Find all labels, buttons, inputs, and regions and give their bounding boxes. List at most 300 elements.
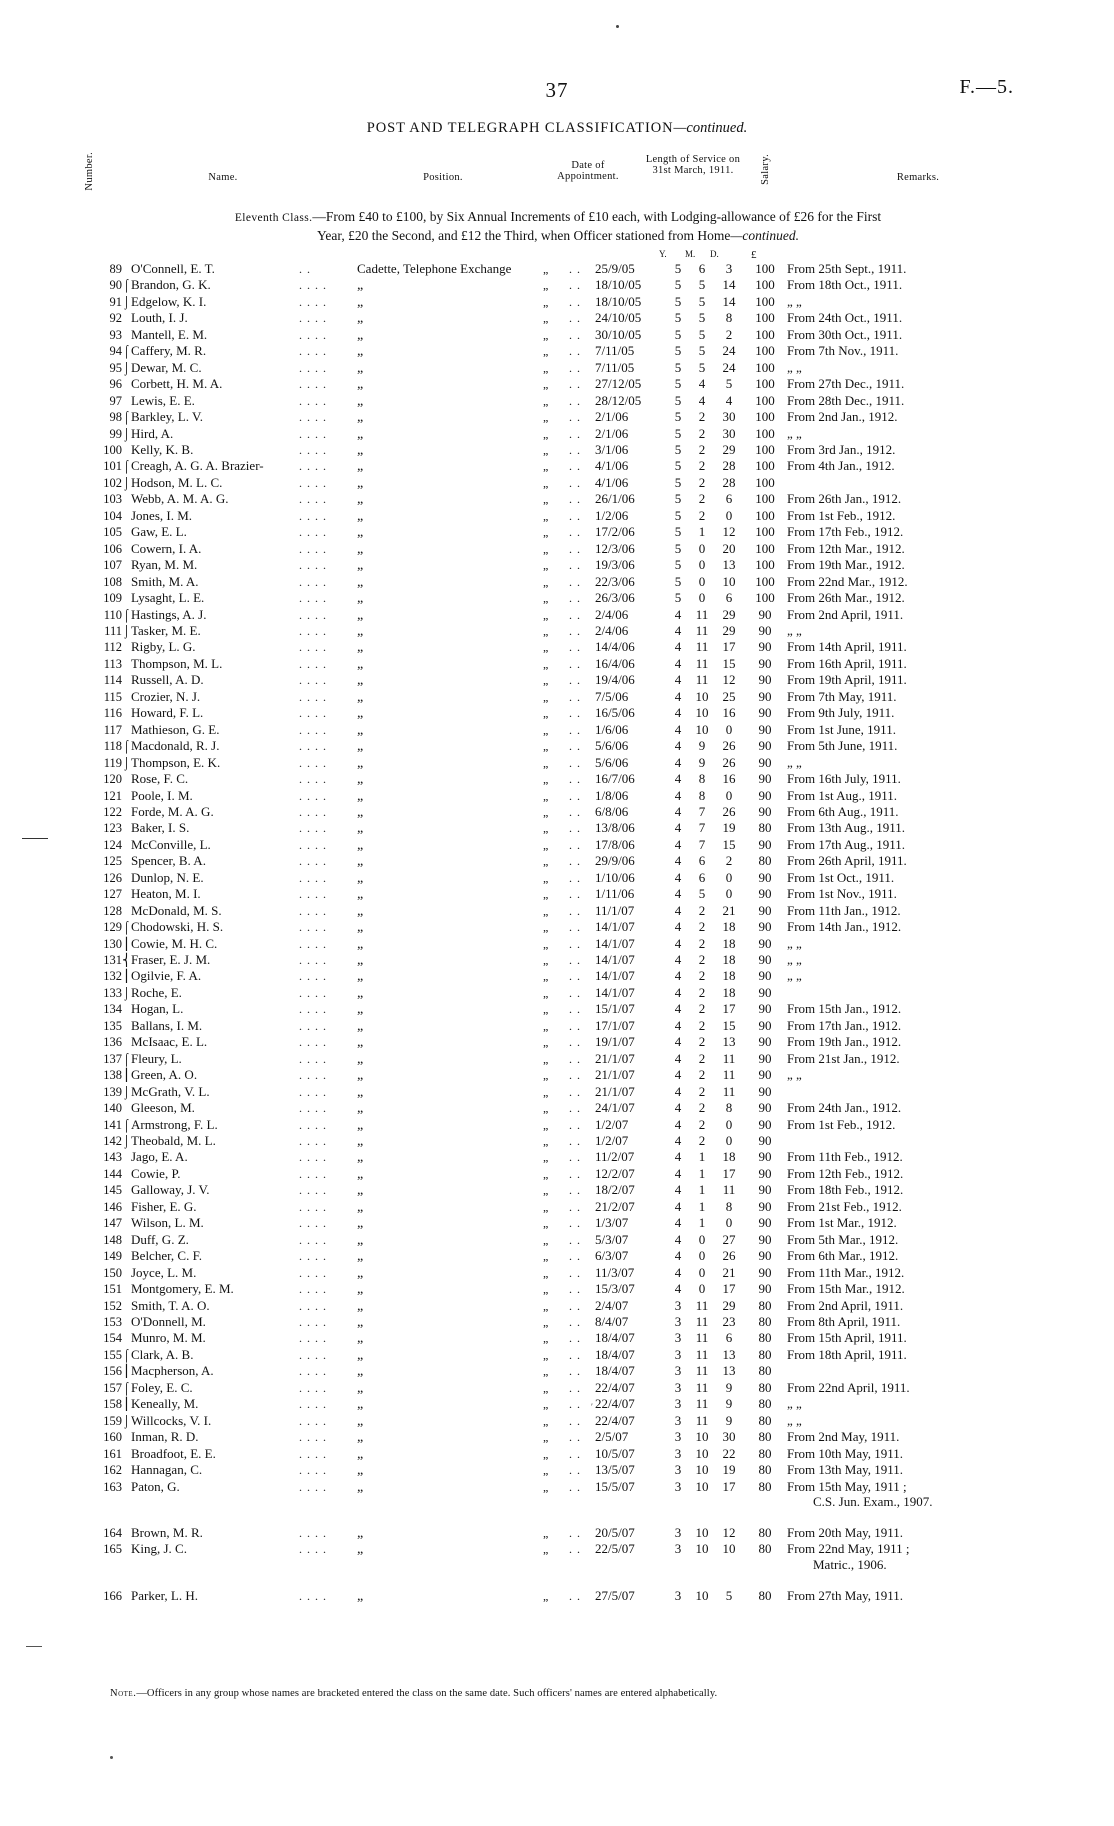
row-number: 163 <box>103 1479 122 1494</box>
row-position: „ <box>357 1282 364 1298</box>
row-service-years: 4 <box>674 935 682 951</box>
row-position: „ <box>357 1051 364 1067</box>
row-service-months: 11 <box>695 1379 709 1395</box>
row-name: Ballans, I. M. <box>131 1017 203 1033</box>
row-service-months: 2 <box>698 984 706 1000</box>
row-service-months: 1 <box>698 1149 706 1165</box>
row-service-years: 4 <box>674 1248 682 1264</box>
row-position: „ <box>357 1134 364 1150</box>
row-name-leader: . . . . <box>299 1463 327 1478</box>
row-position-leader: „ <box>543 985 550 1000</box>
row-service-years: 5 <box>674 326 682 342</box>
row-number: 105 <box>103 525 122 540</box>
row-date-leader: . . <box>569 1084 581 1099</box>
row-bracket: ⌠ <box>122 607 131 622</box>
table-row <box>88 623 1034 639</box>
row-salary: 80 <box>758 1478 772 1494</box>
row-number: 110 <box>103 607 122 622</box>
row-bracket <box>122 705 131 721</box>
row-position-leader: „ <box>543 1413 550 1428</box>
table-row <box>88 903 1034 919</box>
row-service-months: 2 <box>698 1083 706 1099</box>
row-name: Lewis, E. E. <box>131 392 195 408</box>
table-row <box>88 1541 1034 1572</box>
row-position-leader: „ <box>543 920 550 935</box>
row-position-leader: „ <box>543 1166 550 1181</box>
row-number: 90 <box>109 278 122 293</box>
row-service-months: 2 <box>698 968 706 984</box>
row-name: Keneally, M. <box>131 1396 199 1412</box>
row-date-leader: . . <box>569 673 581 688</box>
row-position-leader: „ <box>543 1134 550 1149</box>
table-row <box>88 1232 1034 1248</box>
row-position-leader: „ <box>543 673 550 688</box>
row-salary: 90 <box>758 1083 772 1099</box>
row-name: Jago, E. A. <box>131 1149 188 1165</box>
row-number: 108 <box>103 574 122 589</box>
row-service-days: 2 <box>725 326 733 342</box>
row-service-days: 26 <box>722 738 736 754</box>
row-remarks: From 21st Feb., 1912. <box>787 1198 902 1214</box>
row-date-leader: . . <box>569 1397 581 1412</box>
row-service-years: 4 <box>674 787 682 803</box>
row-remarks: From 1st Mar., 1912. <box>787 1215 897 1231</box>
row-position: „ <box>357 640 364 656</box>
row-remarks: „ „ <box>787 425 802 441</box>
row-service-days: 0 <box>725 1116 733 1132</box>
row-date-leader: . . <box>569 508 581 523</box>
row-position-leader: „ <box>543 1463 550 1478</box>
row-name-leader: . . . . <box>299 1216 327 1231</box>
row-number: 93 <box>109 327 122 342</box>
row-service-months: 2 <box>698 1116 706 1132</box>
row-bracket <box>122 508 131 524</box>
row-salary: 90 <box>758 1017 772 1033</box>
row-service-months: 0 <box>698 590 706 606</box>
row-service-days: 28 <box>722 458 736 474</box>
row-date-of-appointment: 19/3/06 <box>595 557 635 573</box>
table-row <box>88 343 1034 359</box>
row-salary: 90 <box>758 738 772 754</box>
row-service-months: 5 <box>698 343 706 359</box>
row-remarks <box>787 985 1034 1001</box>
row-number: 102 <box>103 475 122 490</box>
row-number: 138 <box>103 1068 122 1083</box>
row-date-of-appointment: 12/3/06 <box>595 540 635 556</box>
row-position: „ <box>357 1018 364 1034</box>
table-row <box>88 968 1034 984</box>
row-bracket: ⌠ <box>122 1347 131 1362</box>
row-name-leader: . . . . <box>299 591 327 606</box>
row-number: 92 <box>109 311 122 326</box>
row-service-years: 3 <box>674 1541 682 1557</box>
row-bracket <box>122 524 131 540</box>
row-service-years: 3 <box>674 1330 682 1346</box>
row-salary: 100 <box>755 409 775 425</box>
row-service-days: 24 <box>722 343 736 359</box>
row-date-of-appointment: 22/3/06 <box>595 573 635 589</box>
row-name: Armstrong, F. L. <box>131 1116 218 1132</box>
column-header-position: Position. <box>423 172 463 183</box>
row-date-of-appointment: 14/1/07 <box>595 919 635 935</box>
row-salary: 90 <box>758 1149 772 1165</box>
row-number: 121 <box>103 788 122 803</box>
row-date-leader: . . <box>569 410 581 425</box>
row-salary: 100 <box>755 293 775 309</box>
row-name: Hogan, L. <box>131 1001 184 1017</box>
row-date-of-appointment: 22/5/07 <box>595 1541 635 1557</box>
row-position-leader: „ <box>543 837 550 852</box>
row-salary: 100 <box>755 261 775 276</box>
row-remarks: From 20th May, 1911. <box>787 1524 904 1540</box>
row-name: Thompson, M. L. <box>131 655 223 671</box>
row-date-of-appointment: 17/8/06 <box>595 836 635 852</box>
row-salary: 80 <box>758 1524 772 1540</box>
row-service-years: 4 <box>674 869 682 885</box>
row-date-leader: . . <box>569 294 581 309</box>
row-remarks: From 2nd April, 1911. <box>787 1297 904 1313</box>
row-name: Green, A. O. <box>131 1067 198 1083</box>
row-position: „ <box>357 1315 364 1330</box>
row-service-days: 29 <box>722 622 736 638</box>
row-service-months: 2 <box>698 902 706 918</box>
row-service-years: 4 <box>674 1231 682 1247</box>
row-date-leader: . . <box>569 1413 581 1428</box>
row-number: 135 <box>103 1018 122 1033</box>
row-position: „ <box>357 837 364 853</box>
row-service-days: 14 <box>722 293 736 309</box>
row-name: Hastings, A. J. <box>131 606 207 622</box>
row-service-years: 4 <box>674 1050 682 1066</box>
row-date-of-appointment: 1/8/06 <box>595 787 629 803</box>
table-row <box>88 294 1034 310</box>
row-name: Gleeson, M. <box>131 1100 195 1116</box>
row-service-months: 7 <box>698 820 706 836</box>
row-position: „ <box>357 739 364 755</box>
row-bracket: ⌡ <box>122 294 131 309</box>
row-name-leader: . . . . <box>299 903 327 918</box>
row-service-months: 10 <box>695 1541 709 1557</box>
row-remarks: From 6th Aug., 1911. <box>787 803 899 819</box>
row-number: 160 <box>103 1430 122 1445</box>
row-remarks: From 5th Mar., 1912. <box>787 1231 899 1247</box>
row-date-leader: . . <box>569 1018 581 1033</box>
row-date-leader: . . <box>569 788 581 803</box>
row-name: Theobald, M. L. <box>131 1133 216 1149</box>
row-date-of-appointment: 1/11/06 <box>595 886 635 902</box>
row-position-leader: „ <box>543 278 550 293</box>
row-position: „ <box>357 410 364 426</box>
row-date-leader: . . <box>569 1035 581 1050</box>
row-position: „ <box>357 1002 364 1018</box>
table-row <box>88 409 1034 425</box>
row-service-years: 4 <box>674 705 682 721</box>
row-date-of-appointment: 25/9/05 <box>595 261 635 276</box>
row-date-of-appointment: 2/4/07 <box>595 1297 629 1313</box>
row-date-leader: . . <box>569 1216 581 1231</box>
row-service-days: 19 <box>722 820 736 836</box>
row-service-days: 23 <box>722 1314 736 1329</box>
row-position: „ <box>357 1347 364 1363</box>
row-salary: 90 <box>758 1281 772 1297</box>
row-number: 137 <box>103 1051 122 1066</box>
row-service-years: 5 <box>674 491 682 507</box>
row-remarks: From 16th July, 1911. <box>787 771 901 787</box>
row-service-years: 4 <box>674 606 682 622</box>
row-position-leader: „ <box>543 1035 550 1050</box>
row-service-years: 5 <box>674 409 682 425</box>
row-remarks: From 1st Feb., 1912. <box>787 507 896 523</box>
row-position-leader: „ <box>543 360 550 375</box>
row-date-leader: . . <box>569 393 581 408</box>
row-position: „ <box>357 426 364 442</box>
row-name: Ryan, M. M. <box>131 557 198 573</box>
row-name: Barkley, L. V. <box>131 409 203 425</box>
row-service-months: 5 <box>698 310 706 326</box>
row-date-leader: . . <box>569 772 581 787</box>
table-row <box>88 1166 1034 1182</box>
row-position-leader: „ <box>543 772 550 787</box>
table-row <box>88 1380 1034 1396</box>
row-service-days: 30 <box>722 1429 736 1445</box>
row-bracket: ⌡ <box>122 1084 131 1099</box>
row-position: „ <box>357 936 364 952</box>
table-row <box>88 788 1034 804</box>
row-salary: 90 <box>758 1050 772 1066</box>
row-name-leader: . . . . <box>299 969 327 984</box>
row-service-days: 0 <box>725 787 733 803</box>
row-number: 131 <box>103 953 122 968</box>
row-number: 126 <box>103 870 122 885</box>
row-service-days: 18 <box>722 919 736 935</box>
row-bracket: ⌡ <box>122 985 131 1000</box>
row-date-leader: . . <box>569 1166 581 1181</box>
row-salary: 90 <box>758 1100 772 1116</box>
row-date-of-appointment: 7/11/05 <box>595 359 635 375</box>
row-position: „ <box>357 1199 364 1215</box>
table-row <box>88 1396 1034 1412</box>
row-date-leader: . . <box>569 920 581 935</box>
row-name-leader: . . . . <box>299 1232 327 1247</box>
table-row <box>88 1462 1034 1478</box>
row-position-leader: „ <box>543 1364 550 1379</box>
row-position: „ <box>357 870 364 886</box>
row-bracket <box>122 1314 131 1330</box>
row-position-leader: „ <box>543 1183 550 1198</box>
row-service-months: 9 <box>698 754 706 770</box>
row-salary: 100 <box>755 359 775 375</box>
row-number: 132 <box>103 969 122 984</box>
row-service-days: 17 <box>722 1281 736 1297</box>
row-remarks: From 15th Mar., 1912. <box>787 1281 905 1297</box>
row-name: Poole, I. M. <box>131 787 193 803</box>
row-name-leader: . . . . <box>299 1397 327 1412</box>
row-name-leader: . . . . <box>299 1035 327 1050</box>
row-service-years: 4 <box>674 721 682 737</box>
row-bracket <box>122 310 131 326</box>
row-number: 124 <box>103 837 122 852</box>
row-service-months: 8 <box>698 787 706 803</box>
row-name: Dewar, M. C. <box>131 359 202 375</box>
row-number: 159 <box>103 1413 122 1428</box>
table-row <box>88 1347 1034 1363</box>
row-service-days: 0 <box>725 886 733 902</box>
row-service-months: 5 <box>698 359 706 375</box>
row-date-leader: . . <box>569 262 581 276</box>
row-number: 107 <box>103 558 122 573</box>
row-remarks: From 24th Jan., 1912. <box>787 1100 902 1116</box>
row-position-leader: „ <box>543 1282 550 1297</box>
row-bracket <box>122 1479 131 1510</box>
row-date-of-appointment: 11/1/07 <box>595 902 635 918</box>
row-bracket <box>122 541 131 557</box>
row-name: Fisher, E. G. <box>131 1198 197 1214</box>
row-service-years: 4 <box>674 655 682 671</box>
row-remarks: From 19th April, 1911. <box>787 672 907 688</box>
row-bracket: ⌠ <box>122 344 131 359</box>
row-service-months: 11 <box>695 639 709 655</box>
row-remarks <box>787 1363 1034 1379</box>
row-bracket <box>122 261 131 277</box>
row-date-leader: . . <box>569 1315 581 1329</box>
row-number: 111 <box>104 623 122 638</box>
folio-reference: F.—5. <box>959 76 1014 98</box>
row-date-leader: . . <box>569 1525 581 1540</box>
row-service-days: 15 <box>722 655 736 671</box>
row-remarks: „ „ <box>787 1396 802 1412</box>
row-name-leader: . . . . <box>299 936 327 951</box>
row-remarks: From 14th Jan., 1912. <box>787 919 902 935</box>
row-position: „ <box>357 525 364 541</box>
row-position-leader: „ <box>543 1298 550 1313</box>
row-position: „ <box>357 821 364 837</box>
row-name-leader: . . . . <box>299 1430 327 1445</box>
row-service-months: 10 <box>695 1445 709 1461</box>
row-position-leader: „ <box>543 953 550 968</box>
row-position-leader: „ <box>543 640 550 655</box>
row-position-leader: „ <box>543 1002 550 1017</box>
row-service-months: 11 <box>695 655 709 671</box>
row-position-leader: „ <box>543 1117 550 1132</box>
row-remarks: From 11th Feb., 1912. <box>787 1149 903 1165</box>
row-service-years: 4 <box>674 688 682 704</box>
row-service-days: 22 <box>722 1445 736 1461</box>
row-service-months: 0 <box>698 1231 706 1247</box>
row-date-of-appointment: 16/5/06 <box>595 705 635 721</box>
row-date-leader: . . <box>569 689 581 704</box>
row-salary: 90 <box>758 968 772 984</box>
row-service-days: 28 <box>722 474 736 490</box>
row-bracket <box>122 804 131 820</box>
row-service-months: 2 <box>698 474 706 490</box>
row-date-leader: . . <box>569 1199 581 1214</box>
row-service-years: 5 <box>674 573 682 589</box>
row-date-leader: . . <box>569 525 581 540</box>
row-service-months: 11 <box>695 1346 709 1362</box>
row-salary: 90 <box>758 688 772 704</box>
table-row <box>88 1001 1034 1017</box>
table-row <box>88 689 1034 705</box>
row-service-months: 6 <box>698 261 706 276</box>
row-service-years: 4 <box>674 1281 682 1297</box>
row-number: 94 <box>109 344 122 359</box>
row-remarks: From 2nd April, 1911. <box>787 606 904 622</box>
row-name-leader: . . . . <box>299 623 327 638</box>
row-service-years: 5 <box>674 277 682 293</box>
column-headers <box>84 150 1028 205</box>
row-service-years: 4 <box>674 1215 682 1231</box>
row-remarks: From 19th Mar., 1912. <box>787 557 905 573</box>
row-position-leader: „ <box>543 854 550 869</box>
row-service-days: 11 <box>722 1182 736 1198</box>
row-number: 106 <box>103 541 122 556</box>
row-date-leader: . . <box>569 311 581 326</box>
row-name-leader: . . . . <box>299 1018 327 1033</box>
row-number: 130 <box>103 936 122 951</box>
row-name-leader: . . . . <box>299 1298 327 1313</box>
row-date-of-appointment: 21/1/07 <box>595 1083 635 1099</box>
row-date-leader: . . <box>569 1542 581 1557</box>
row-service-months: 7 <box>698 836 706 852</box>
row-position: „ <box>357 1380 364 1396</box>
row-service-months: 2 <box>698 409 706 425</box>
table-row <box>88 1363 1034 1379</box>
row-date-of-appointment: 26/3/06 <box>595 590 635 606</box>
row-position: „ <box>357 327 364 343</box>
row-service-days: 8 <box>725 310 733 326</box>
row-bracket: ⌡ <box>122 426 131 441</box>
row-salary: 100 <box>755 557 775 573</box>
row-date-of-appointment: 2/4/06 <box>595 622 629 638</box>
row-service-years: 4 <box>674 754 682 770</box>
page-title-main: POST AND TELEGRAPH CLASSIFICATION <box>366 120 674 136</box>
row-date-leader: . . <box>569 558 581 573</box>
row-bracket: ⌠ <box>122 459 131 474</box>
row-name: McConville, L. <box>131 836 211 852</box>
row-position-leader: „ <box>543 1315 550 1329</box>
row-date-leader: . . <box>569 854 581 869</box>
row-salary: 100 <box>755 474 775 490</box>
row-name-leader: . . . . <box>299 1134 327 1149</box>
row-position-leader: „ <box>543 442 550 457</box>
row-service-years: 5 <box>674 343 682 359</box>
table-row <box>88 639 1034 655</box>
row-remarks: From 22nd Mar., 1912. <box>787 573 908 589</box>
row-name: Parker, L. H. <box>131 1587 198 1603</box>
row-date-leader: . . <box>569 1364 581 1379</box>
row-remarks: „ „ <box>787 1067 802 1083</box>
row-bracket: ⌡ <box>122 623 131 638</box>
row-service-months: 2 <box>698 1133 706 1149</box>
row-bracket <box>122 1446 131 1462</box>
row-service-days: 15 <box>722 836 736 852</box>
row-date-leader: . . <box>569 442 581 457</box>
row-date-of-appointment: 12/2/07 <box>595 1165 635 1181</box>
row-position-leader: „ <box>543 821 550 836</box>
row-date-leader: . . <box>569 541 581 556</box>
row-position-leader: „ <box>543 410 550 425</box>
row-service-days: 3 <box>725 261 733 276</box>
row-date-leader: . . <box>569 969 581 984</box>
row-position: „ <box>357 393 364 409</box>
row-position-leader: „ <box>543 558 550 573</box>
row-date-of-appointment: 21/2/07 <box>595 1198 635 1214</box>
row-remarks: From 1st Feb., 1912. <box>787 1116 896 1132</box>
row-position: „ <box>357 788 364 804</box>
row-date-leader: . . <box>569 1249 581 1264</box>
row-bracket <box>122 1018 131 1034</box>
column-header-remarks: Remarks. <box>896 172 940 183</box>
